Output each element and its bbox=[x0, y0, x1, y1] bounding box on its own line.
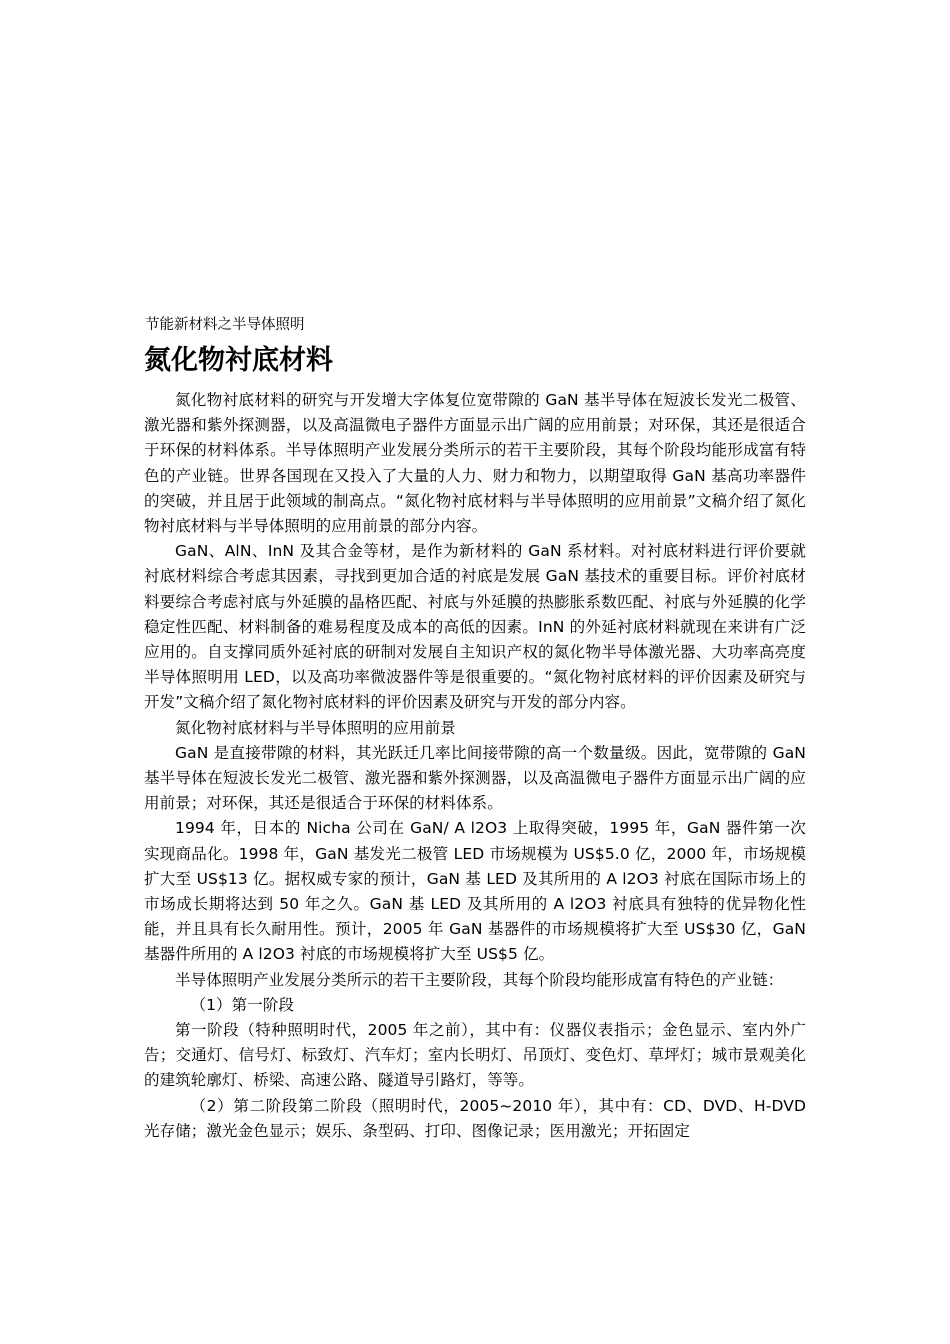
paragraph-substrate-evaluation: GaN、AlN、InN 及其合金等材，是作为新材料的 GaN 系材料。对衬底材料进行评价要就衬底材料综合考虑其因素，寻找到更加合适的衬底是发展 GaN 基技术的重要目标。评价衬底材料要综合考虑衬底与外延膜的晶格匹配、衬底与外延膜的热膨胀系数匹配、衬底与外延膜的化学稳定性匹配、材料制备的难易程度及成本的高低的因素。InN 的外延衬底材料就现在来讲有广泛应用的。自支撑同质外延衬底的研制对发展自主知识产权的氮化物半导体激光器、大功率高亮度半导体照明用 LED，以及高功率微波器件等是很重要的。“氮化物衬底材料的评价因素及研究与开发”文稿介绍了氮化物衬底材料的评价因素及研究与开发的部分内容。 bbox=[144, 542, 806, 712]
document-title: 氮化物衬底材料 bbox=[144, 345, 333, 376]
paragraph-gan-direct-bandgap: GaN 是直接带隙的材料，其光跃迁几率比间接带隙的高一个数量级。因此，宽带隙的 GaN 基半导体在短波长发光二极管、激光器和紫外探测器，以及高温微电子器件方面显示出广阔的应用前景；对环保，其还是很适合于环保的材料体系。 bbox=[144, 743, 806, 813]
document-subtitle: 节能新材料之半导体照明 bbox=[145, 317, 305, 333]
paragraph-stage-2-detail: （2）第二阶段第二阶段（照明时代，2005~2010 年），其中有：CD、DVD、H-DVD 光存储；激光金色显示；娱乐、条型码、打印、图像记录；医用激光；开拓固定 bbox=[144, 1096, 806, 1140]
list-item-stage-1: （1）第一阶段 bbox=[190, 995, 295, 1014]
paragraph-market-history: 1994 年，日本的 Nicha 公司在 GaN/ A l2O3 上取得突破，1995 年，GaN 器件第一次实现商品化。1998 年，GaN 基发光二极管 LED 市场规模为 US$5.0 亿，2000 年，市场规模扩大至 US$13 亿。据权威专家的预计，GaN 基 LED 及其所用的 A l2O3 衬底在国际市场上的市场成长期将达到 50 年之久。GaN 基 LED 及其所用的 A l2O3 衬底具有独特的优异物化性能，并且具有长久耐用性。预计，2005 年 GaN 基器件的市场规模将扩大至 US$30 亿，GaN 基器件所用的 A l2O3 衬底的市场规模将扩大至 US$5 亿。 bbox=[144, 819, 806, 964]
document-body bbox=[144, 388, 806, 1144]
paragraph-intro: 氮化物衬底材料的研究与开发增大字体复位宽带隙的 GaN 基半导体在短波长发光二极管、激光器和紫外探测器，以及高温微电子器件方面显示出广阔的应用前景；对环保，其还是很适合于环保的材料体系。半导体照明产业发展分类所示的若干主要阶段，其每个阶段均能形成富有特色的产业链。世界各国现在又投入了大量的人力、财力和物力，以期望取得 GaN 基高功率器件的突破，并且居于此领域的制高点。“氮化物衬底材料与半导体照明的应用前景”文稿介绍了氮化物衬底材料与半导体照明的应用前景的部分内容。 bbox=[144, 391, 806, 536]
section-heading-prospects: 氮化物衬底材料与半导体照明的应用前景 bbox=[175, 718, 456, 737]
paragraph-industry-stages: 半导体照明产业发展分类所示的若干主要阶段，其每个阶段均能形成富有特色的产业链： bbox=[175, 970, 784, 989]
paragraph-stage-1-detail: 第一阶段（特种照明时代，2005 年之前），其中有：仪器仪表指示；金色显示、室内外广告；交通灯、信号灯、标致灯、汽车灯；室内长明灯、吊顶灯、变色灯、草坪灯；城市景观美化的建筑轮廓灯、桥梁、高速公路、隧道导引路灯，等等。 bbox=[144, 1021, 806, 1090]
